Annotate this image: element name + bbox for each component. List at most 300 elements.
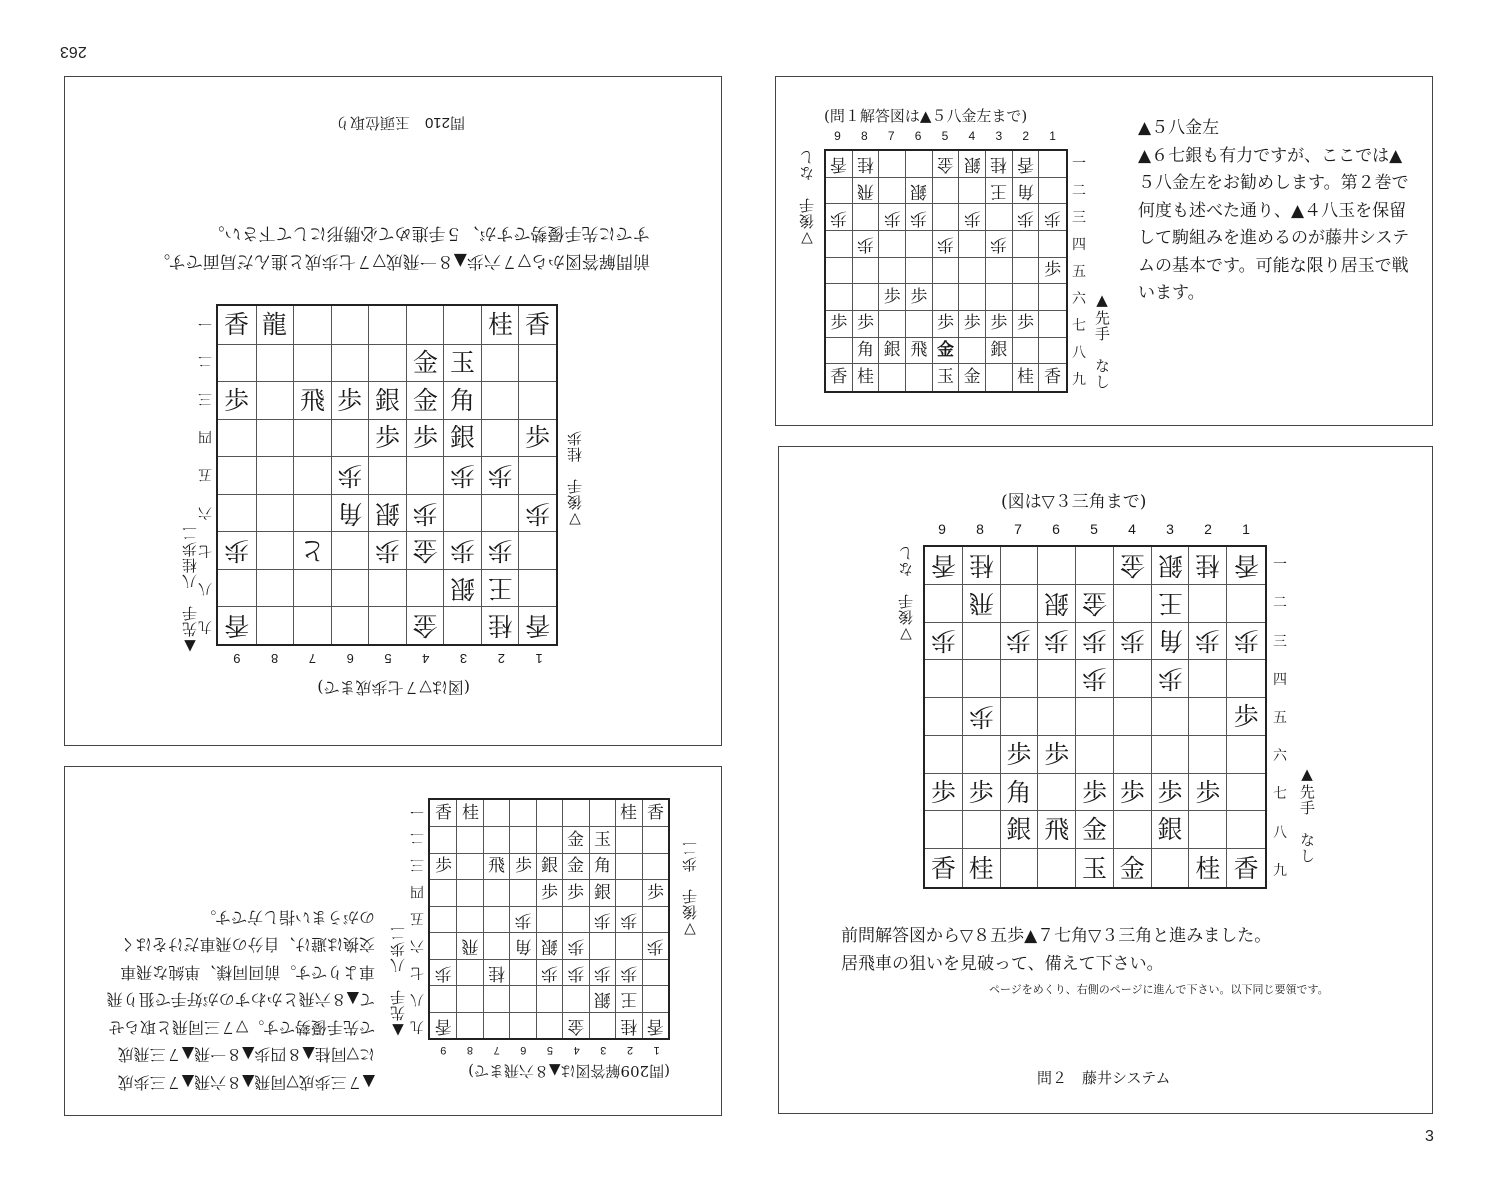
shogi-piece: 歩 — [1157, 664, 1183, 694]
board-square — [509, 853, 535, 879]
board-square — [986, 204, 1013, 231]
board-square — [1001, 623, 1039, 661]
right-bottom-frame — [778, 446, 1433, 1114]
board-square — [853, 284, 880, 311]
board-square — [368, 419, 406, 457]
shogi-piece: 歩 — [567, 882, 585, 903]
board-square — [925, 774, 963, 812]
board-square — [218, 381, 256, 419]
board-square — [963, 849, 1001, 887]
shogi-piece: 歩 — [1233, 701, 1259, 731]
shogi-piece: 桂 — [990, 154, 1008, 175]
lt-title: 問210 玉頭位取り — [334, 114, 465, 131]
board-square — [906, 231, 933, 258]
board-square — [1076, 811, 1114, 849]
lt-column-labels: 1 2 3 4 5 6 7 8 9 — [233, 651, 543, 666]
board-square — [509, 800, 535, 826]
board-square — [443, 606, 481, 644]
shogi-piece: 銀 — [541, 856, 559, 877]
board-square — [826, 311, 853, 338]
board-square — [879, 364, 906, 391]
shogi-piece: 桂 — [968, 550, 994, 580]
board-square — [1038, 660, 1076, 698]
board-square — [853, 231, 880, 258]
board-square — [1013, 311, 1040, 338]
board-square — [481, 494, 519, 532]
shogi-piece: 香 — [1233, 550, 1259, 580]
board-square — [1001, 585, 1039, 623]
board-square — [481, 306, 519, 344]
board-square — [256, 494, 294, 532]
board-square — [879, 204, 906, 231]
board-square — [1152, 585, 1190, 623]
board-square — [430, 826, 456, 852]
shogi-piece: 王 — [1157, 588, 1183, 618]
board-square — [1038, 585, 1076, 623]
board-square — [1227, 547, 1265, 585]
board-square — [1013, 338, 1040, 365]
shogi-piece: 歩 — [963, 313, 981, 334]
shogi-piece: 桂 — [1195, 853, 1221, 883]
board-square — [518, 381, 556, 419]
board-square — [509, 985, 535, 1011]
lb-column-labels: 1 2 3 4 5 6 7 8 9 — [440, 1044, 660, 1056]
board-square — [826, 258, 853, 285]
board-square — [826, 204, 853, 231]
shogi-piece: 歩 — [593, 910, 611, 931]
shogi-piece: 桂 — [968, 853, 994, 883]
board-square — [293, 569, 331, 607]
board-square — [331, 419, 369, 457]
shogi-piece: 銀 — [375, 385, 401, 415]
board-square — [256, 606, 294, 644]
board-square — [483, 800, 509, 826]
board-square — [933, 364, 960, 391]
board-square — [331, 606, 369, 644]
board-square — [906, 204, 933, 231]
board-square — [925, 849, 963, 887]
board-square — [430, 932, 456, 958]
board-square — [562, 959, 588, 985]
board-square — [1038, 736, 1076, 774]
board-square — [518, 569, 556, 607]
board-square — [483, 826, 509, 852]
shogi-piece: 歩 — [936, 313, 954, 334]
board-square — [589, 853, 615, 879]
shogi-piece: 歩 — [337, 461, 363, 491]
shogi-piece: 歩 — [224, 536, 250, 566]
board-square — [562, 879, 588, 905]
shogi-piece: 歩 — [375, 536, 401, 566]
right-top-frame — [775, 76, 1433, 426]
board-square — [1039, 204, 1066, 231]
board-square — [331, 494, 369, 532]
board-square — [1189, 623, 1227, 661]
shogi-piece: 飛 — [968, 588, 994, 618]
shogi-piece: 角 — [1016, 180, 1034, 201]
board-square — [536, 985, 562, 1011]
board-square — [483, 853, 509, 879]
shogi-piece: 桂 — [620, 802, 638, 823]
shogi-piece: 歩 — [856, 313, 874, 334]
rb-row-labels: 一 二 三 四 五 六 七 八 九 — [1273, 557, 1287, 879]
board-square — [1152, 849, 1190, 887]
board-square — [1076, 585, 1114, 623]
shogi-piece: 香 — [525, 310, 551, 340]
board-square — [481, 569, 519, 607]
rb-title: 問２ 藤井システム — [1037, 1070, 1171, 1087]
board-square — [1114, 849, 1152, 887]
board-square — [1013, 178, 1040, 205]
shogi-piece: 歩 — [487, 461, 513, 491]
shogi-piece: 香 — [434, 802, 452, 823]
shogi-piece: 香 — [646, 1015, 664, 1036]
board-square — [483, 959, 509, 985]
board-square — [959, 151, 986, 178]
board-square — [959, 204, 986, 231]
board-square — [853, 338, 880, 365]
board-square — [879, 311, 906, 338]
board-square — [1013, 258, 1040, 285]
board-square — [1227, 698, 1265, 736]
board-square — [1001, 774, 1039, 812]
board-square — [642, 932, 668, 958]
shogi-piece: 歩 — [990, 234, 1008, 255]
board-square — [256, 419, 294, 457]
board-square — [1038, 547, 1076, 585]
board-square — [1227, 585, 1265, 623]
board-square — [1038, 849, 1076, 887]
shogi-piece: 歩 — [224, 385, 250, 415]
left-bottom-frame — [64, 766, 722, 1116]
board-square — [642, 985, 668, 1011]
board-square — [1039, 311, 1066, 338]
board-square — [906, 311, 933, 338]
board-square — [906, 284, 933, 311]
shogi-piece: 香 — [525, 611, 551, 641]
board-square — [293, 606, 331, 644]
board-square — [986, 364, 1013, 391]
board-square — [642, 826, 668, 852]
lt-caption: (図は▽７七歩成まで) — [317, 678, 470, 697]
board-square — [642, 1012, 668, 1038]
board-square — [293, 531, 331, 569]
board-square — [963, 660, 1001, 698]
board-square — [1152, 736, 1190, 774]
shogi-piece: 歩 — [1081, 626, 1107, 656]
board-square — [562, 800, 588, 826]
board-square — [456, 826, 482, 852]
shogi-piece: 歩 — [375, 423, 401, 453]
board-square — [1013, 364, 1040, 391]
rb-column-labels: 9 8 7 6 5 4 3 2 1 — [938, 521, 1250, 537]
board-square — [879, 231, 906, 258]
board-square — [589, 906, 615, 932]
board-square — [331, 456, 369, 494]
board-square — [1039, 364, 1066, 391]
shogi-piece: 飛 — [299, 385, 325, 415]
board-square — [1039, 284, 1066, 311]
shogi-piece: 銀 — [1157, 815, 1183, 845]
board-square — [925, 623, 963, 661]
board-square — [615, 800, 641, 826]
board-square — [509, 826, 535, 852]
board-square — [1001, 736, 1039, 774]
shogi-piece: 歩 — [487, 536, 513, 566]
board-square — [218, 569, 256, 607]
board-square — [925, 698, 963, 736]
board-square — [1039, 338, 1066, 365]
rt-sente-hand: ▲先手 なし — [1093, 291, 1111, 390]
board-square — [536, 853, 562, 879]
rb-sente-hand: ▲先手 なし — [1298, 765, 1316, 864]
shogi-piece: 桂 — [1016, 367, 1034, 388]
shogi-piece: 金 — [567, 829, 585, 850]
shogi-piece: 香 — [930, 550, 956, 580]
board-square — [959, 258, 986, 285]
shogi-piece: 歩 — [1195, 626, 1221, 656]
shogi-piece: 角 — [450, 385, 476, 415]
board-square — [218, 494, 256, 532]
shogi-piece: 歩 — [1081, 664, 1107, 694]
board-square — [1076, 774, 1114, 812]
shogi-piece: 桂 — [620, 1015, 638, 1036]
board-square — [615, 906, 641, 932]
board-square — [933, 258, 960, 285]
shogi-piece: 歩 — [646, 882, 664, 903]
board-square — [963, 585, 1001, 623]
board-square — [1152, 547, 1190, 585]
board-square — [536, 800, 562, 826]
shogi-piece: 歩 — [990, 313, 1008, 334]
board-square — [483, 906, 509, 932]
board-square — [509, 932, 535, 958]
board-square — [853, 364, 880, 391]
lt-problem-text: 前問解答図から▽７六歩▲８一飛成▽７七歩成と進んだ局面です。すでに先手優勢ですが、５手進めて必勝形にして下さい。 — [153, 223, 650, 271]
board-square — [331, 344, 369, 382]
board-square — [536, 932, 562, 958]
board-square — [518, 419, 556, 457]
shogi-piece: 歩 — [450, 461, 476, 491]
board-square — [906, 151, 933, 178]
board-square — [1189, 698, 1227, 736]
board-square — [986, 151, 1013, 178]
shogi-piece: 角 — [514, 936, 532, 957]
shogi-piece: 香 — [1044, 367, 1062, 388]
board-square — [1039, 178, 1066, 205]
board-square — [933, 284, 960, 311]
board-square — [1189, 547, 1227, 585]
shogi-piece: 玉 — [450, 348, 476, 378]
rt-shogi-board — [824, 149, 1068, 393]
shogi-piece: 金 — [936, 339, 954, 360]
shogi-piece: 銀 — [1157, 550, 1183, 580]
board-square — [509, 1012, 535, 1038]
board-square — [925, 547, 963, 585]
board-square — [1189, 585, 1227, 623]
lb-row-labels: 九 八 七 六 五 四 三 二 一 — [410, 802, 424, 1034]
board-square — [536, 959, 562, 985]
shogi-piece: 玉 — [593, 829, 611, 850]
board-square — [853, 151, 880, 178]
board-square — [1227, 849, 1265, 887]
board-square — [562, 932, 588, 958]
board-square — [589, 932, 615, 958]
board-square — [406, 381, 444, 419]
rt-row-labels: 一 二 三 四 五 六 七 八 九 — [1072, 155, 1086, 389]
board-square — [1152, 698, 1190, 736]
shogi-piece: 金 — [963, 367, 981, 388]
right-page-number: 3 — [1425, 1128, 1434, 1145]
rt-gote-hand: ▽後手 なし — [798, 149, 816, 248]
shogi-piece: 金 — [936, 154, 954, 175]
board-square — [1189, 736, 1227, 774]
board-square — [959, 338, 986, 365]
board-square — [1039, 258, 1066, 285]
shogi-piece: 角 — [856, 339, 874, 360]
board-square — [853, 258, 880, 285]
shogi-piece: 香 — [930, 853, 956, 883]
board-square — [406, 531, 444, 569]
board-square — [430, 906, 456, 932]
board-square — [615, 826, 641, 852]
board-square — [483, 879, 509, 905]
rb-problem-line2: 居飛車の狙いを見破って、備えて下さい。 — [841, 954, 1164, 974]
board-square — [1114, 547, 1152, 585]
lb-caption: (問209解答図は▲８六飛まで) — [468, 1062, 670, 1080]
board-square — [430, 959, 456, 985]
board-square — [826, 151, 853, 178]
board-square — [481, 456, 519, 494]
board-square — [1076, 547, 1114, 585]
board-square — [826, 338, 853, 365]
board-square — [959, 284, 986, 311]
shogi-piece: 歩 — [450, 536, 476, 566]
board-square — [1152, 774, 1190, 812]
board-square — [562, 826, 588, 852]
board-square — [406, 606, 444, 644]
board-square — [615, 932, 641, 958]
shogi-piece: 歩 — [883, 286, 901, 307]
board-square — [483, 985, 509, 1011]
rb-note: ページをめくり、右側のページに進んで下さい。以下同じ要領です。 — [989, 984, 1329, 996]
board-square — [331, 381, 369, 419]
shogi-piece: 歩 — [1157, 777, 1183, 807]
shogi-piece: 歩 — [541, 962, 559, 983]
board-square — [642, 800, 668, 826]
shogi-piece: 銀 — [541, 936, 559, 957]
board-square — [518, 344, 556, 382]
board-square — [986, 338, 1013, 365]
board-square — [963, 547, 1001, 585]
board-square — [562, 906, 588, 932]
board-square — [906, 338, 933, 365]
board-square — [642, 879, 668, 905]
rt-caption: (問１解答図は▲５八金左まで) — [824, 107, 1028, 125]
board-square — [963, 623, 1001, 661]
board-square — [1001, 698, 1039, 736]
shogi-piece: 飛 — [856, 180, 874, 201]
shogi-piece: 歩 — [883, 207, 901, 228]
shogi-piece: 桂 — [856, 367, 874, 388]
shogi-piece: 歩 — [936, 234, 954, 255]
shogi-piece: 歩 — [1016, 207, 1034, 228]
board-square — [933, 178, 960, 205]
shogi-piece: 桂 — [461, 802, 479, 823]
board-square — [1227, 811, 1265, 849]
shogi-piece: 歩 — [434, 962, 452, 983]
board-square — [456, 879, 482, 905]
board-square — [562, 853, 588, 879]
board-square — [826, 231, 853, 258]
board-square — [536, 879, 562, 905]
board-square — [1114, 811, 1152, 849]
board-square — [933, 204, 960, 231]
board-square — [430, 800, 456, 826]
board-square — [481, 381, 519, 419]
board-square — [481, 344, 519, 382]
shogi-piece: 歩 — [910, 286, 928, 307]
board-square — [963, 774, 1001, 812]
shogi-piece: 桂 — [1195, 550, 1221, 580]
board-square — [1114, 736, 1152, 774]
board-square — [826, 364, 853, 391]
shogi-piece: 金 — [1119, 550, 1145, 580]
board-square — [483, 932, 509, 958]
board-square — [256, 381, 294, 419]
board-square — [1076, 849, 1114, 887]
board-square — [456, 853, 482, 879]
shogi-piece: 金 — [567, 1015, 585, 1036]
shogi-piece: 龍 — [262, 310, 288, 340]
board-square — [293, 419, 331, 457]
board-square — [1114, 623, 1152, 661]
shogi-piece: 王 — [487, 573, 513, 603]
board-square — [986, 231, 1013, 258]
shogi-piece: 歩 — [963, 207, 981, 228]
board-square — [218, 456, 256, 494]
shogi-piece: 角 — [1006, 777, 1032, 807]
shogi-piece: 飛 — [910, 339, 928, 360]
board-square — [1227, 623, 1265, 661]
board-square — [963, 811, 1001, 849]
shogi-piece: 歩 — [1016, 313, 1034, 334]
board-square — [368, 456, 406, 494]
shogi-piece: 歩 — [1044, 207, 1062, 228]
board-square — [879, 151, 906, 178]
shogi-piece: 金 — [1119, 853, 1145, 883]
shogi-piece: 桂 — [487, 611, 513, 641]
board-square — [1038, 623, 1076, 661]
lt-row-labels: 九 八 七 六 五 四 三 二 一 — [198, 314, 212, 634]
board-square — [615, 959, 641, 985]
board-square — [218, 306, 256, 344]
board-square — [589, 879, 615, 905]
shogi-piece: 歩 — [1006, 739, 1032, 769]
board-square — [853, 178, 880, 205]
board-square — [456, 800, 482, 826]
board-square — [368, 531, 406, 569]
rt-column-labels: 9 8 7 6 5 4 3 2 1 — [834, 129, 1056, 143]
board-square — [933, 311, 960, 338]
shogi-piece: 歩 — [514, 856, 532, 877]
shogi-piece: 歩 — [830, 313, 848, 334]
shogi-piece: 角 — [1157, 626, 1183, 656]
board-square — [368, 569, 406, 607]
board-square — [406, 494, 444, 532]
board-square — [1076, 736, 1114, 774]
lt-shogi-board — [216, 304, 558, 646]
